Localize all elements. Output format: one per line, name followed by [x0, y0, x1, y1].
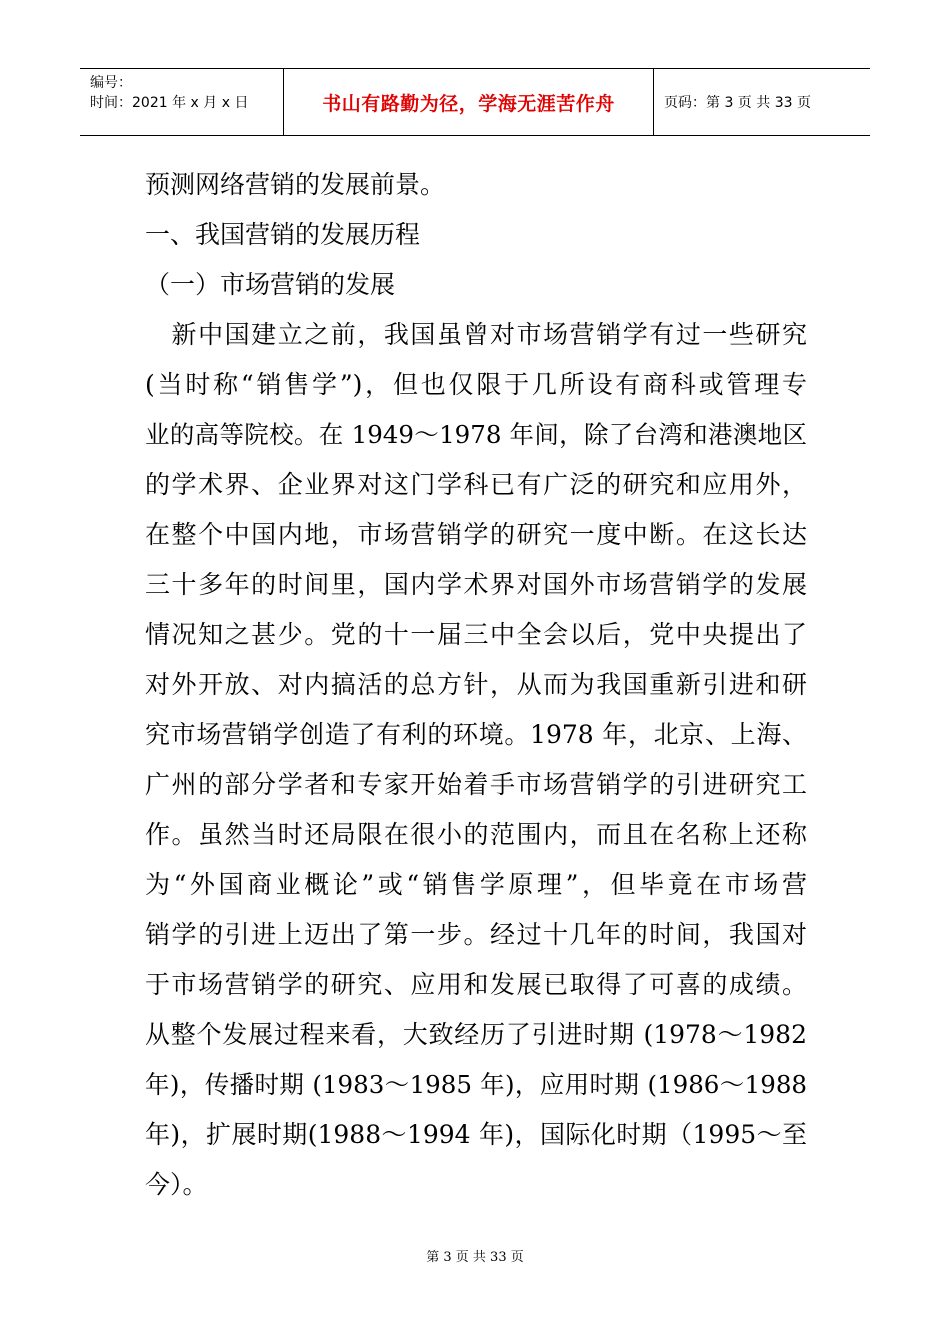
paragraph-line: 于市场营销学的研究、应用和发展已取得了可喜的成绩。 — [145, 970, 807, 999]
page-footer — [0, 1246, 950, 1265]
paragraph-line: 三十多年的时间里，国内学术界对国外市场营销学的发展 — [145, 570, 807, 599]
paragraph-line: 广州的部分学者和专家开始着手市场营销学的引进研究工 — [145, 770, 807, 799]
paragraph-line: 在整个中国内地，市场营销学的研究一度中断。在这长达 — [145, 520, 807, 549]
paragraph-line: 为“外国商业概论”或“销售学原理”，但毕竟在市场营 — [145, 870, 807, 899]
footer-page-number: 第 3 页 共 33 页 — [426, 1250, 524, 1265]
paragraph-line: 业的高等院校。在 1949～1978 年间，除了台湾和港澳地区 — [145, 420, 807, 449]
paragraph-line: 预测网络营销的发展前景。 — [145, 170, 446, 199]
paragraph-line: 从整个发展过程来看，大致经历了引进时期 (1978～1982 — [145, 1020, 807, 1049]
subsection-heading: （一）市场营销的发展 — [145, 270, 396, 299]
page-header — [80, 68, 870, 136]
paragraph-line: 对外开放、对内搞活的总方针，从而为我国重新引进和研 — [145, 670, 807, 699]
header-motto: 书山有路勤为径，学海无涯苦作舟 — [322, 92, 615, 115]
document-date: 时间：2021 年 x 月 x 日 — [90, 95, 249, 111]
section-heading: 一、我国营销的发展历程 — [145, 220, 421, 249]
paragraph-line: 年)，扩展时期(1988～1994 年)，国际化时期（1995～至 — [145, 1120, 807, 1149]
paragraph-line: (当时称“销售学”)，但也仅限于几所设有商科或管理专 — [145, 370, 807, 399]
paragraph-line: 今）。 — [145, 1170, 208, 1199]
paragraph-line: 的学术界、企业界对这门学科已有广泛的研究和应用外， — [145, 470, 807, 499]
document-number-label: 编号： — [90, 75, 132, 91]
header-page-info-cell — [654, 69, 870, 135]
paragraph-line: 作。虽然当时还局限在很小的范围内，而且在名称上还称 — [145, 820, 807, 849]
paragraph-line: 年)，传播时期 (1983～1985 年)，应用时期 (1986～1988 — [145, 1070, 807, 1099]
header-motto-cell — [283, 69, 654, 135]
paragraph-line: 新中国建立之前，我国虽曾对市场营销学有过一些研究 — [145, 320, 807, 349]
paragraph-line: 情况知之甚少。党的十一届三中全会以后，党中央提出了 — [145, 620, 807, 649]
document-body — [145, 160, 807, 1210]
header-meta — [80, 69, 283, 135]
paragraph-line: 究市场营销学创造了有利的环境。1978 年，北京、上海、 — [145, 720, 807, 749]
paragraph-line: 销学的引进上迈出了第一步。经过十几年的时间，我国对 — [145, 920, 807, 949]
header-page-info: 页码：第 3 页 共 33 页 — [664, 95, 811, 111]
